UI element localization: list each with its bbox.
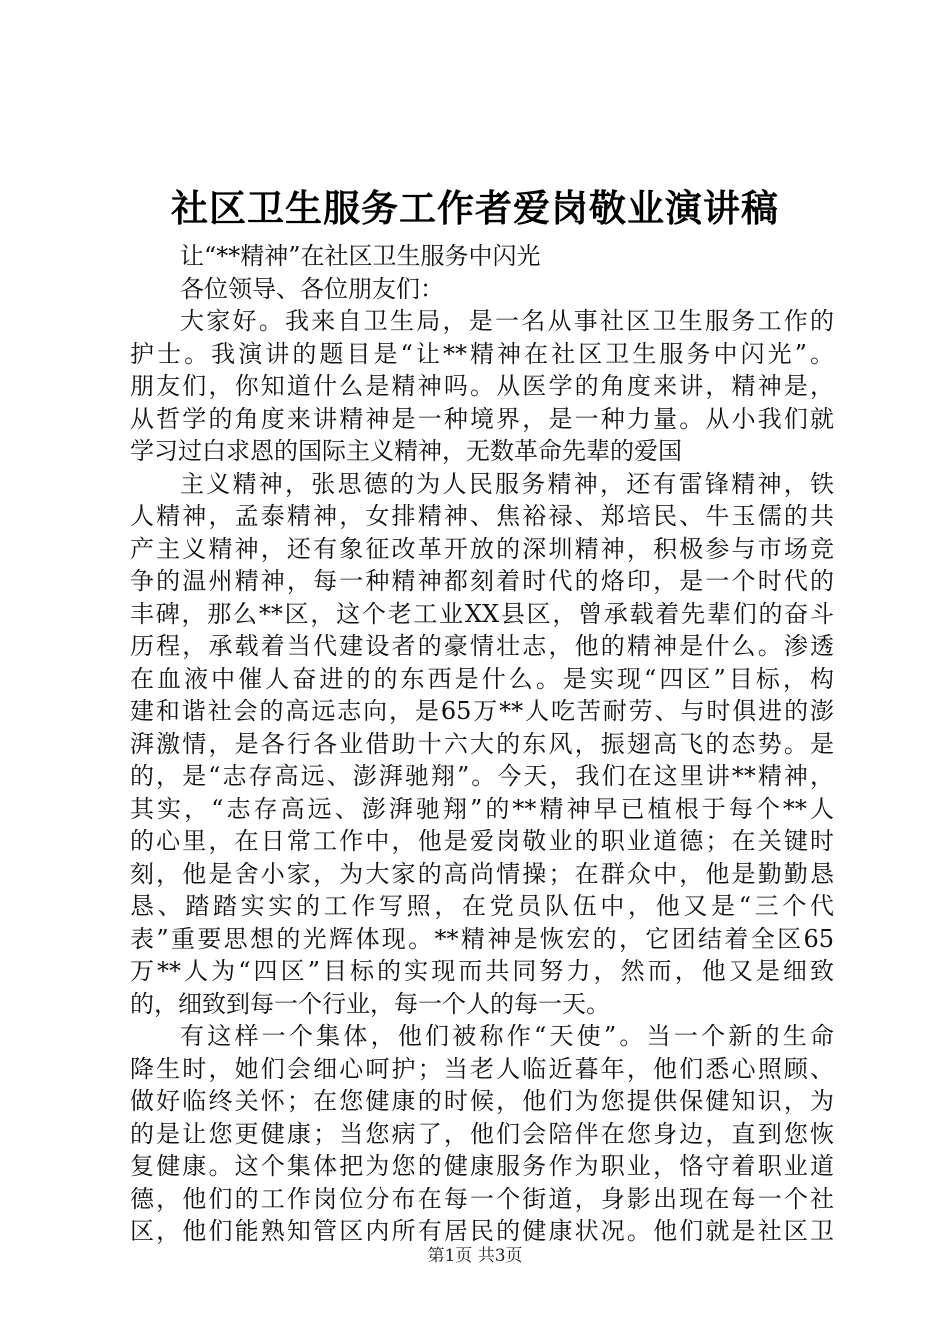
text-line: 朋友们，你知道什么是精神吗。从医学的角度来讲，精神是， bbox=[130, 372, 834, 400]
text-line: 做好临终关怀；在您健康的时候，他们为您提供保健知识，为 bbox=[130, 1087, 834, 1115]
text-line: 丰碑，那么**区，这个老工业XX县区，曾承载着先辈们的奋斗 bbox=[130, 599, 834, 628]
text-line: 各位领导、各位朋友们： bbox=[180, 274, 444, 303]
text-line: 湃激情，是各行各业借助十六大的东风，振翅高飞的态势。是 bbox=[130, 729, 834, 758]
text-line: 在血液中催人奋进的的东西是什么。是实现“四区”目标，构 bbox=[130, 664, 834, 693]
text-line: 降生时，她们会细心呵护；当老人临近暮年，他们悉心照顾、 bbox=[130, 1054, 834, 1083]
page-footer: 第1页 共3页 bbox=[427, 1246, 523, 1266]
text-line: 万**人为“四区”目标的实现而共同努力，然而，他又是细致 bbox=[130, 957, 834, 985]
text-line: 的心里，在日常工作中，他是爱岗敬业的职业道德；在关键时 bbox=[130, 827, 834, 855]
text-line: 其实，“志存高远、澎湃驰翔”的**精神早已植根于每个**人 bbox=[130, 794, 834, 823]
text-line: 复健康。这个集体把为您的健康服务作为职业，恪守着职业道 bbox=[130, 1152, 834, 1180]
text-line: 人精神，孟泰精神，女排精神、焦裕禄、郑培民、牛玉儒的共 bbox=[130, 502, 834, 530]
text-line: 刻，他是舍小家，为大家的高尚情操；在群众中，他是勤勤恳 bbox=[130, 859, 834, 888]
text-line: 有这样一个集体，他们被称作“天使”。当一个新的生命 bbox=[180, 1022, 834, 1050]
text-line: 大家好。我来自卫生局，是一名从事社区卫生服务工作的 bbox=[180, 307, 834, 335]
text-line: 从哲学的角度来讲精神是一种境界，是一种力量。从小我们就 bbox=[130, 404, 834, 433]
text-line: 的是让您更健康；当您病了，他们会陪伴在您身边，直到您恢 bbox=[130, 1119, 834, 1148]
text-line: 学习过白求恩的国际主义精神，无数革命先辈的爱国 bbox=[130, 437, 682, 465]
text-line: 的，细致到每一个行业，每一个人的每一天。 bbox=[130, 989, 610, 1018]
text-line: 历程，承载着当代建设者的豪情壮志，他的精神是什么。渗透 bbox=[130, 632, 834, 660]
text-line: 的，是“志存高远、澎湃驰翔”。今天，我们在这里讲**精神， bbox=[130, 762, 834, 790]
text-line: 争的温州精神，每一种精神都刻着时代的烙印，是一个时代的 bbox=[130, 567, 834, 595]
document-body bbox=[130, 240, 834, 1248]
text-line: 护士。我演讲的题目是“让**精神在社区卫生服务中闪光”。 bbox=[130, 339, 834, 368]
text-line: 建和谐社会的高远志向，是65万**人吃苦耐劳、与时俱进的澎 bbox=[130, 697, 834, 725]
text-line: 表”重要思想的光辉体现。**精神是恢宏的，它团结着全区65 bbox=[130, 924, 834, 953]
document-title: 社区卫生服务工作者爱岗敬业演讲稿 bbox=[171, 186, 779, 230]
text-line: 恳、踏踏实实的工作写照，在党员队伍中，他又是“三个代 bbox=[130, 892, 834, 920]
text-line: 德，他们的工作岗位分布在每一个街道，身影出现在每一个社 bbox=[130, 1184, 834, 1213]
text-line: 让“**精神”在社区卫生服务中闪光 bbox=[180, 242, 541, 270]
text-line: 区，他们能熟知管区内所有居民的健康状况。他们就是社区卫 bbox=[130, 1217, 834, 1245]
text-line: 主义精神，张思德的为人民服务精神，还有雷锋精神，铁 bbox=[180, 469, 834, 498]
text-line: 产主义精神，还有象征改革开放的深圳精神，积极参与市场竞 bbox=[130, 534, 834, 563]
